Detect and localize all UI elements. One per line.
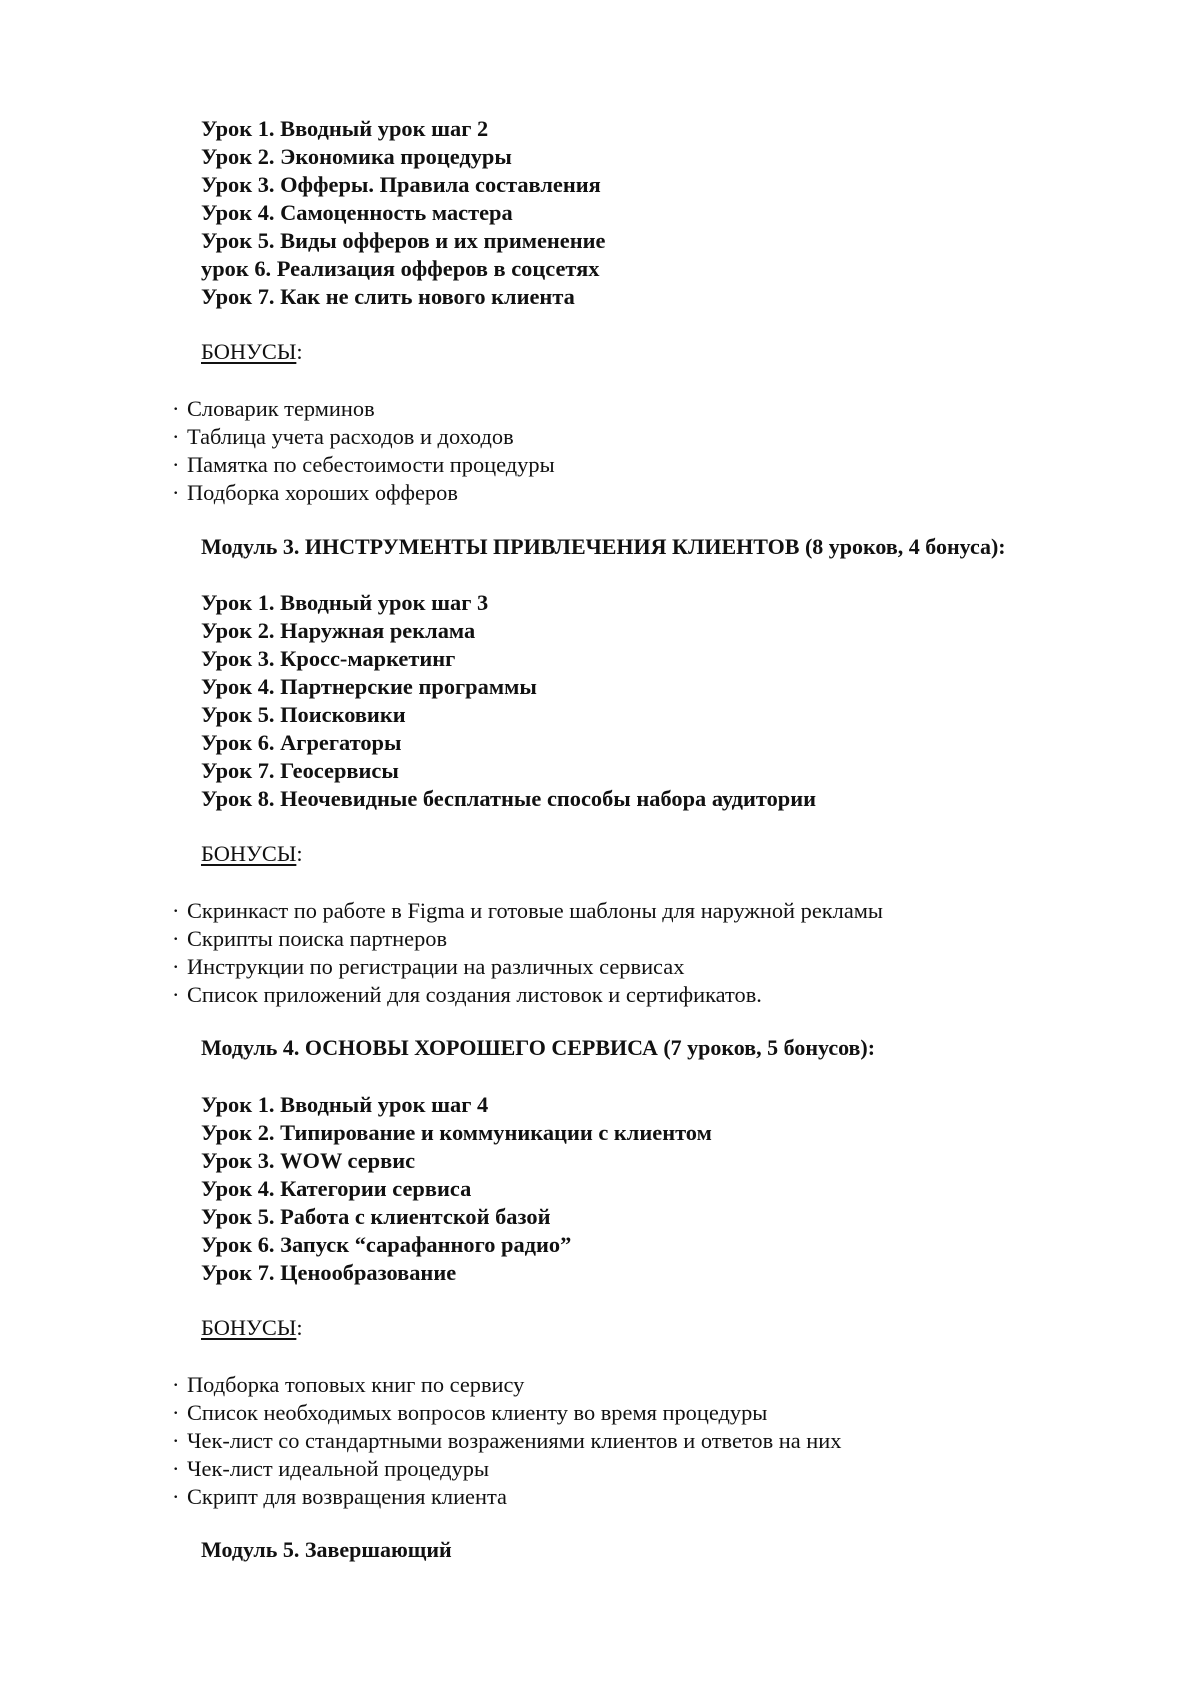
- lesson-item: Урок 4. Категории сервиса: [201, 1176, 472, 1201]
- lesson-item: Урок 1. Вводный урок шаг 4: [201, 1092, 489, 1117]
- bullet-icon: ·: [172, 926, 180, 951]
- bonus-heading-colon: :: [296, 339, 303, 364]
- list-item: · Инструкции по регистрации на различных сервисах: [172, 954, 685, 979]
- lesson-item: Урок 5. Работа с клиентской базой: [201, 1204, 551, 1229]
- lesson-item: Урок 7. Геосервисы: [201, 758, 399, 783]
- lesson-item: Урок 5. Виды офферов и их применение: [201, 228, 606, 253]
- lesson-item: Урок 4. Партнерские программы: [201, 674, 537, 699]
- bonus-heading: [201, 1314, 303, 1342]
- list-item: · Скринкаст по работе в Figma и готовые шаблоны для наружной рекламы: [172, 898, 883, 923]
- lesson-item: Урок 3. Офферы. Правила составления: [201, 172, 601, 197]
- lesson-list-module3: [201, 589, 816, 813]
- bullet-icon: ·: [172, 1400, 180, 1425]
- bullet-icon: ·: [172, 1428, 180, 1453]
- lesson-item: Урок 7. Ценообразование: [201, 1260, 457, 1285]
- module-title: Модуль 3. ИНСТРУМЕНТЫ ПРИВЛЕЧЕНИЯ КЛИЕНТОВ (8 уроков, 4 бонуса):: [201, 534, 1006, 559]
- bullet-icon: ·: [172, 452, 180, 477]
- bonus-heading-label: БОНУСЫ: [201, 841, 297, 866]
- bullet-icon: ·: [172, 480, 180, 505]
- bonus-heading: [201, 338, 303, 366]
- list-item: · Чек-лист со стандартными возражениями клиентов и ответов на них: [172, 1428, 842, 1453]
- bonus-list-module4: [172, 1371, 841, 1511]
- lesson-item: Урок 1. Вводный урок шаг 2: [201, 116, 489, 141]
- lesson-item: Урок 8. Неочевидные бесплатные способы набора аудитории: [201, 786, 817, 811]
- lesson-item: Урок 1. Вводный урок шаг 3: [201, 590, 489, 615]
- list-item: · Таблица учета расходов и доходов: [172, 424, 514, 449]
- bonus-heading-label: БОНУСЫ: [201, 1315, 297, 1340]
- lesson-item: Урок 2. Наружная реклама: [201, 618, 476, 643]
- list-item: · Подборка хороших офферов: [172, 480, 458, 505]
- lesson-item: Урок 4. Самоценность мастера: [201, 200, 513, 225]
- list-item: · Список необходимых вопросов клиенту во время процедуры: [172, 1400, 768, 1425]
- list-item: · Памятка по себестоимости процедуры: [172, 452, 555, 477]
- list-item: · Словарик терминов: [172, 396, 375, 421]
- bullet-icon: ·: [172, 982, 180, 1007]
- lesson-item: Урок 6. Запуск “сарафанного радио”: [201, 1232, 572, 1257]
- list-item: · Скрипт для возвращения клиента: [172, 1484, 507, 1509]
- bullet-icon: ·: [172, 1372, 180, 1397]
- list-item: · Список приложений для создания листовок и сертификатов.: [172, 982, 762, 1007]
- bonus-heading-label: БОНУСЫ: [201, 339, 297, 364]
- bullet-icon: ·: [172, 1456, 180, 1481]
- lesson-item: Урок 2. Экономика процедуры: [201, 144, 512, 169]
- bullet-icon: ·: [172, 954, 180, 979]
- module-title: Модуль 5. Завершающий: [201, 1537, 452, 1562]
- module-title: Модуль 4. ОСНОВЫ ХОРОШЕГО СЕРВИСА (7 уроков, 5 бонусов):: [201, 1035, 876, 1060]
- list-item: · Скрипты поиска партнеров: [172, 926, 448, 951]
- list-item: · Подборка топовых книг по сервису: [172, 1372, 525, 1397]
- lesson-item: Урок 7. Как не слить нового клиента: [201, 284, 575, 309]
- lesson-item: урок 6. Реализация офферов в соцсетях: [201, 256, 600, 281]
- list-item: · Чек-лист идеальной процедуры: [172, 1456, 489, 1481]
- lesson-item: Урок 5. Поисковики: [201, 702, 406, 727]
- lesson-list-module2: [201, 115, 606, 311]
- bullet-icon: ·: [172, 1484, 180, 1509]
- lesson-item: Урок 2. Типирование и коммуникации с клиентом: [201, 1120, 712, 1145]
- lesson-item: Урок 3. Кросс-маркетинг: [201, 646, 456, 671]
- bullet-icon: ·: [172, 424, 180, 449]
- lesson-list-module4: [201, 1091, 712, 1287]
- lesson-item: Урок 6. Агрегаторы: [201, 730, 402, 755]
- bullet-icon: ·: [172, 898, 180, 923]
- bullet-icon: ·: [172, 396, 180, 421]
- bonus-heading: [201, 840, 303, 868]
- bonus-list-module3: [172, 897, 883, 1009]
- bonus-list-module2: [172, 395, 555, 507]
- bonus-heading-colon: :: [296, 1315, 303, 1340]
- bonus-heading-colon: :: [296, 841, 303, 866]
- lesson-item: Урок 3. WOW сервис: [201, 1148, 416, 1173]
